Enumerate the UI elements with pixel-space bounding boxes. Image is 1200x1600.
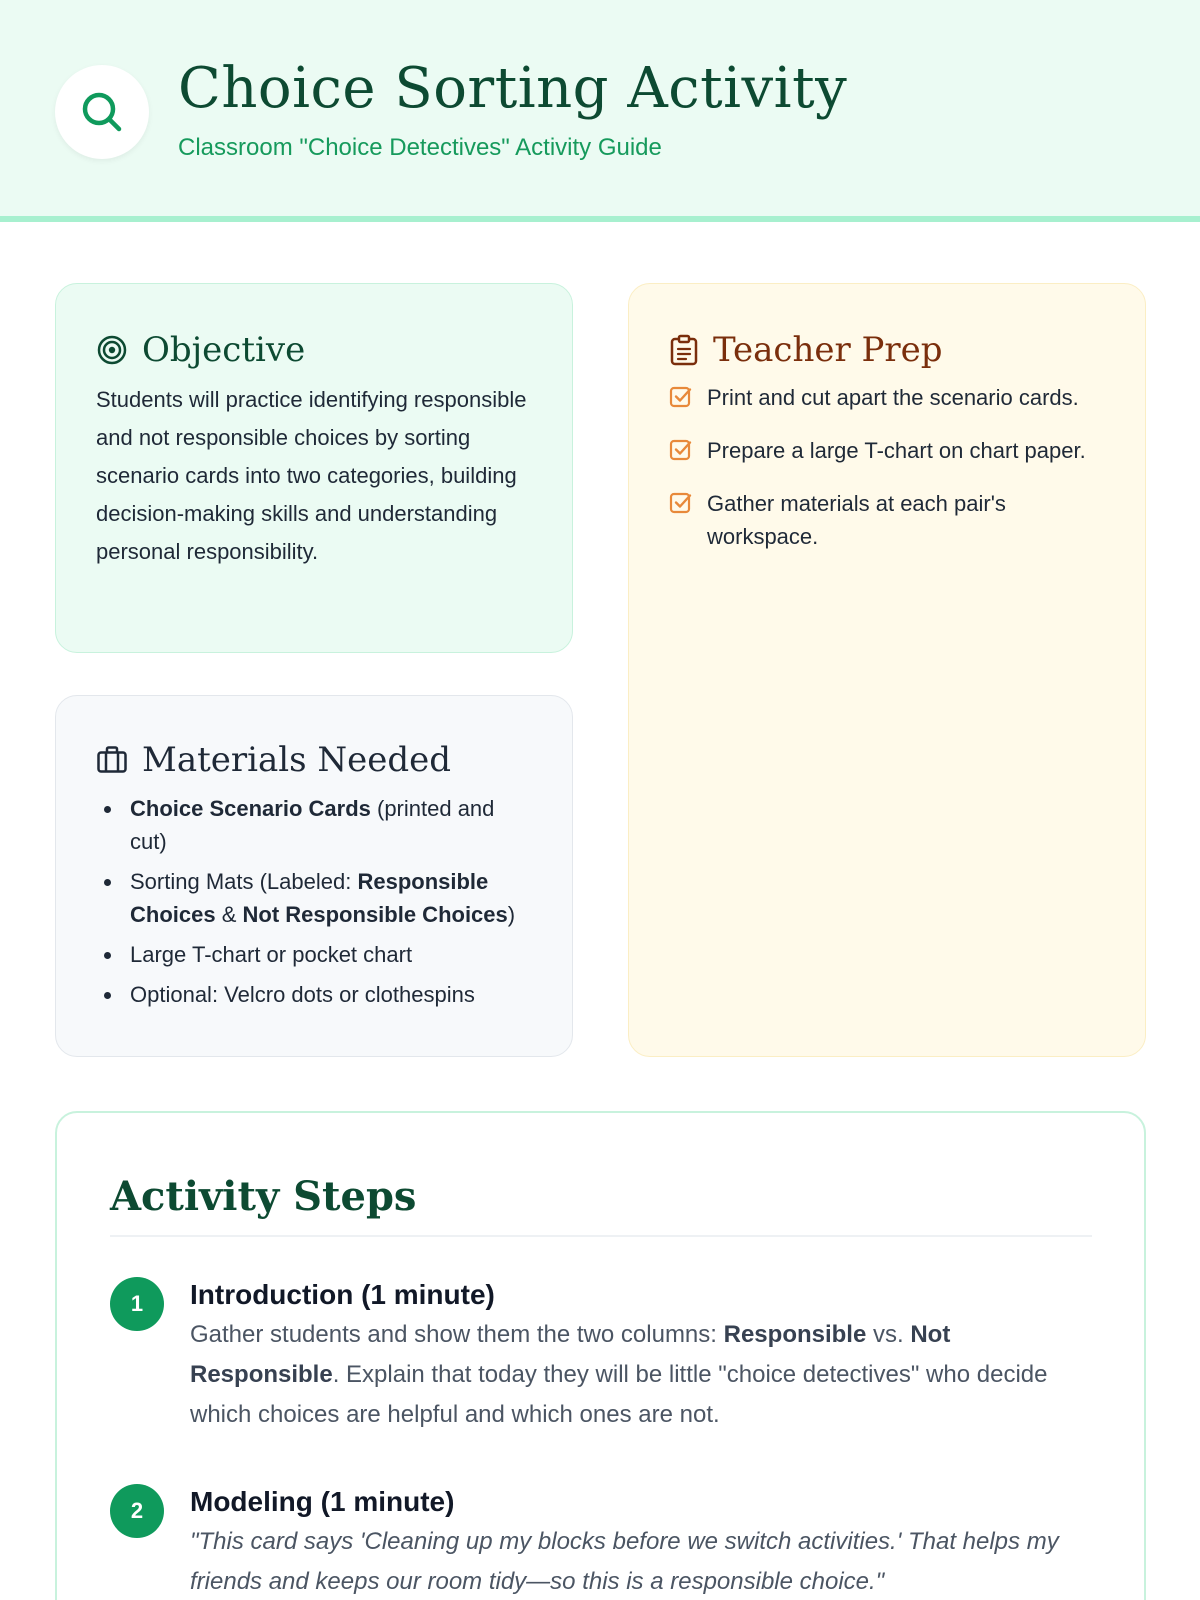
briefcase-icon <box>96 744 128 776</box>
objective-header <box>96 330 305 370</box>
logo-badge <box>55 65 149 159</box>
list-item <box>96 792 536 858</box>
bullet <box>104 879 111 886</box>
step-text-part: . Explain that today they will be little "choice detectives" who decide which choices are helpful and which ones are not. <box>190 1361 1048 1428</box>
objective-card <box>55 283 573 653</box>
material-text: Optional: Velcro dots or clothespins <box>130 982 475 1007</box>
material-text: Large T-chart or pocket chart <box>130 942 413 967</box>
page-title: Choice Sorting Activity <box>178 56 848 121</box>
material-bold: Responsible Choices <box>130 869 489 927</box>
step-number-badge: 2 <box>110 1484 164 1538</box>
materials-card <box>55 695 573 1057</box>
list-item <box>96 865 536 931</box>
bullet <box>104 992 111 999</box>
target-icon <box>96 334 128 366</box>
material-text: Sorting Mats (Labeled: <box>130 869 358 894</box>
material-text: ) <box>507 902 516 927</box>
checklist-text: Print and cut apart the scenario cards. <box>707 385 1079 410</box>
list-item <box>96 978 536 1011</box>
clipboard-icon <box>669 334 699 366</box>
checklist-item <box>669 434 1119 467</box>
checklist-text: Gather materials at each pair's workspace. <box>707 491 1006 549</box>
step-body <box>190 1482 1090 1600</box>
bullet <box>104 952 111 959</box>
checkbox-icon <box>669 385 693 409</box>
step-title: Modeling (1 minute) <box>190 1486 455 1517</box>
teacher-prep-card <box>628 283 1146 1057</box>
divider <box>110 1235 1092 1237</box>
checklist-item <box>669 381 1119 414</box>
step-text-bold: Not Responsible <box>190 1321 951 1388</box>
page-subtitle: Classroom "Choice Detectives" Activity Guide <box>178 134 662 161</box>
prep-title: Teacher Prep <box>713 330 943 370</box>
material-bold: Not Responsible Choices <box>242 902 508 927</box>
checklist-text: Prepare a large T-chart on chart paper. <box>707 438 1086 463</box>
checkbox-icon <box>669 491 693 515</box>
materials-title: Materials Needed <box>142 740 452 780</box>
material-bold: Choice Scenario Cards <box>130 796 371 821</box>
prep-checklist <box>669 381 1119 573</box>
materials-header <box>96 740 451 780</box>
page-header <box>0 0 1200 222</box>
step-text-part: vs. <box>866 1321 911 1348</box>
step-text-bold: Responsible <box>723 1321 867 1348</box>
step-text <box>190 1315 1090 1435</box>
step-number-badge: 1 <box>110 1277 164 1331</box>
material-text: (printed and cut) <box>130 796 495 854</box>
material-text: & <box>215 902 243 927</box>
step-text-part: Gather students and show them the two columns: <box>190 1321 724 1348</box>
objective-text: Students will practice identifying responsible and not responsible choices by sorting scenario cards into two categories, building decision-making skills and understanding personal responsibility. <box>96 387 527 564</box>
objective-title: Objective <box>142 330 306 370</box>
step-quote: "This card says 'Cleaning up my blocks before we switch activities.' That helps my friends and keeps our room tidy—so this is a responsible choice." <box>190 1528 1059 1595</box>
materials-list <box>96 792 536 1018</box>
step-body <box>190 1275 1090 1435</box>
activity-steps-card <box>55 1111 1146 1600</box>
checklist-item <box>669 487 1119 553</box>
steps-title: Activity Steps <box>110 1173 417 1220</box>
bullet <box>104 806 111 813</box>
checkbox-icon <box>669 438 693 462</box>
prep-header <box>669 330 943 370</box>
list-item <box>96 938 536 971</box>
search-icon <box>78 88 126 136</box>
step-title: Introduction (1 minute) <box>190 1279 495 1310</box>
